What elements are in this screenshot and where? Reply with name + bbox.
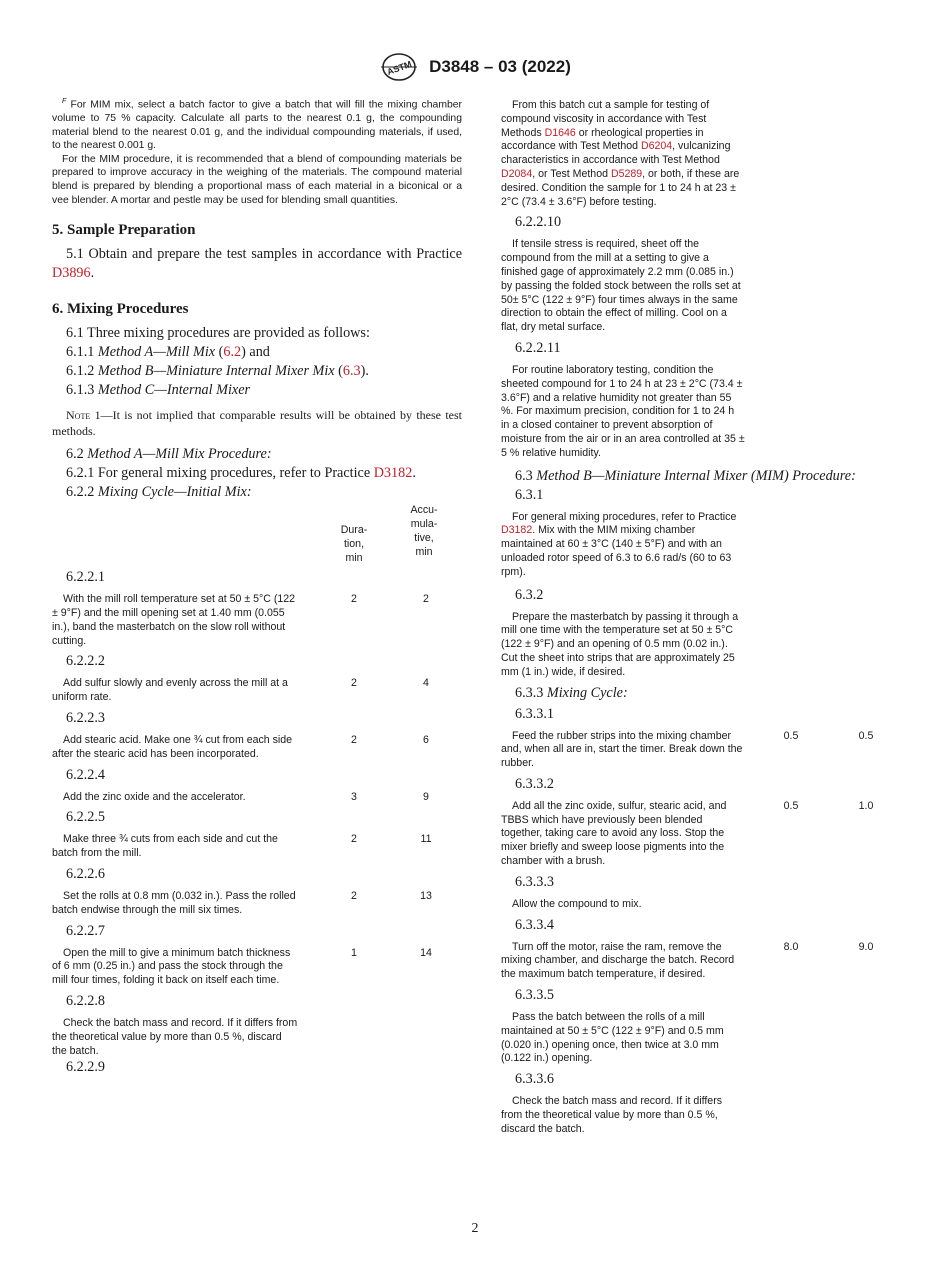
link-d6204[interactable]: D6204	[640, 140, 673, 153]
step-duration: 0.5	[783, 729, 799, 742]
step-duration: 3	[351, 790, 357, 803]
link-d1646[interactable]: D1646	[544, 126, 576, 139]
footnote-text-2: For the MIM procedure, it is recommended that a blend of compounding materials be prepared to improve accuracy in the weighing of the materials. The compound material blend is prepared by blending a proportional mass of each material in a biconical or a vee blender. A mortar and pestle may be used for blending small quantities.	[52, 153, 462, 206]
paragraph-6-2: 6.2 Method A—Mill Mix Procedure:	[66, 446, 272, 463]
step-row	[501, 730, 901, 771]
step-duration: 2	[351, 677, 357, 690]
step-cumulative: 9	[423, 790, 429, 803]
step-row	[52, 1017, 462, 1058]
step-number: 6.3.3.4	[515, 916, 555, 933]
astm-logo-text: ASTM	[385, 58, 414, 77]
step-duration: 2	[351, 593, 357, 606]
note-1: Note 1—It is not implied that comparable results will be obtained by these test methods.	[52, 408, 463, 438]
step-number: 6.3.3.6	[515, 1071, 555, 1088]
step-cumulative: 1.0	[858, 799, 874, 812]
link-6-3[interactable]: 6.3	[342, 363, 361, 380]
link-6-2[interactable]: 6.2	[223, 344, 242, 361]
step-row	[501, 1095, 901, 1136]
link-d5289[interactable]: D5289	[610, 167, 643, 180]
step-row	[52, 833, 462, 861]
page-number: 2	[471, 1221, 479, 1236]
step-row	[501, 898, 901, 912]
step-cumulative: 13	[420, 889, 432, 902]
step-text: Feed the rubber strips into the mixing chamber and, when all are in, start the timer. Break down the rubber.	[501, 729, 743, 770]
footnote-text-1: For MIM mix, select a batch factor to give a batch that will fill the mixing chamber volume to 75 % capacity. Calculate all parts to the nearest 0.1 g, the compounding material blend to the nearest 0.01 g, and the individual compounding materials, if used, to the nearest 0.001 g.	[52, 99, 462, 152]
step-6-2-2-9-text: From this batch cut a sample for testing of compound viscosity in accordance with Test Methods D1646 or rheological properties in accordance with Test Method D6204, vulcanizing characteristics in accordance with Test Method D2084, or Test Method D5289, or both, if these are desired. Condition the sample for 1 to 24 h at 23 ± 2°C (73.4 ± 3.6°F) before testing.	[501, 99, 740, 208]
link-d3182-b[interactable]: D3182	[501, 524, 533, 537]
section-6-heading: 6. Mixing Procedures	[52, 301, 189, 318]
step-cumulative: 6	[423, 734, 429, 746]
step-cumulative: 9.0	[858, 940, 874, 953]
step-number: 6.2.2.8	[66, 992, 106, 1009]
step-number: 6.3.3.5	[515, 987, 555, 1004]
step-row	[52, 791, 462, 805]
mixing-table-header	[52, 504, 462, 566]
step-6-3-1-text: For general mixing procedures, refer to Practice D3182. Mix with the MIM mixing chamber maintained at 60 ± 3°C (140 ± 5°F) and with an unloaded rotor speed of 6.3 to 6.6 rad/s (60 to 63 rpm).	[501, 510, 737, 578]
link-d3896[interactable]: D3896	[52, 265, 91, 282]
mim-mix-steps	[501, 705, 901, 1137]
paragraph-5-1: 5.1 Obtain and prepare the test samples in accordance with Practice D3896.	[52, 246, 462, 282]
step-text: Set the rolls at 0.8 mm (0.032 in.). Pass the rolled batch endwise through the mill six times.	[52, 889, 296, 916]
step-number: 6.2.2.11	[515, 339, 561, 356]
step-cumulative: 2	[423, 593, 429, 606]
step-duration: 2	[351, 833, 357, 846]
step-row	[52, 677, 462, 705]
step-row	[52, 947, 462, 988]
paragraph-6-1-1: 6.1.1 Method A—Mill Mix (6.2) and	[66, 344, 270, 361]
step-number: 6.2.2.3	[66, 710, 106, 726]
step-text: Add sulfur slowly and evenly across the mill at a uniform rate.	[52, 677, 288, 704]
step-6-2-2-10-text: If tensile stress is required, sheet off the compound from the mill at a setting to give a finished gage of approximately 2.2 mm (0.085 in.) by passing the folded stock between the rolls set at 50± 5°C (122 ± 9°F) four times always in the same direction to obtain the effect of milling. Cool on a flat, dry metal surface.	[501, 238, 741, 334]
step-row	[501, 1011, 901, 1066]
step-number: 6.3.2	[515, 586, 544, 603]
link-d3182[interactable]: D3182	[373, 465, 413, 482]
step-number: 6.2.2.1	[66, 569, 106, 586]
step-6-2-2-11-text: For routine laboratory testing, condition the sheeted compound for 1 to 24 h at 23 ± 2°C (73.4 ± 3.6°F) and a relative humidity not greater than 55 %. For maximum precision, condition for 1 to 24 h in a closed container to prevent absorption of moisture from the air or in an area controlled at 35 ± 5 % relative humidity.	[501, 363, 745, 459]
astm-logo-icon	[379, 52, 419, 82]
step-cumulative: 0.5	[858, 729, 874, 742]
footnote-f	[52, 95, 462, 207]
section-5-heading: 5. Sample Preparation	[52, 222, 196, 239]
step-cumulative: 11	[420, 833, 432, 846]
paragraph-6-1-2: 6.1.2 Method B—Miniature Internal Mixer Mix (6.3).	[66, 363, 369, 380]
step-number: 6.3.3.3	[515, 873, 555, 890]
step-duration: 0.5	[783, 799, 799, 812]
step-text: Check the batch mass and record. If it differs from the theoretical value by more than 0.5 %, discard the batch.	[501, 1095, 723, 1135]
column-cumulative: Accu- mula- tive, min	[410, 504, 438, 558]
step-number: 6.2.2.4	[66, 766, 106, 783]
column-duration: Dura- tion, min	[340, 524, 368, 564]
paragraph-6-3: 6.3 Method B—Miniature Internal Mixer (MIM) Procedure:	[515, 467, 856, 484]
step-number: 6.2.2.6	[66, 865, 106, 882]
left-column	[52, 95, 462, 1077]
step-row	[52, 890, 462, 918]
step-text: Add all the zinc oxide, sulfur, stearic acid, and TBBS which have previously been blended together, taking care to avoid any loss. Stop the mixer briefly and sweep loose pigments into the chamber with a brush.	[501, 799, 727, 868]
step-text: Add stearic acid. Make one ¾ cut from each side after the stearic acid has been incorporated.	[52, 734, 293, 760]
paragraph-6-1-3: 6.1.3 Method C—Internal Mixer	[66, 382, 251, 399]
paragraph-6-2-1: 6.2.1 For general mixing procedures, refer to Practice D3182.	[66, 465, 416, 482]
step-number: 6.2.2.5	[66, 809, 106, 826]
step-cumulative: 14	[420, 946, 432, 959]
step-text: With the mill roll temperature set at 50 ± 5°C (122 ± 9°F) and the mill opening set at 1.40 mm (0.055 in.), band the masterbatch on the slow roll without cutting.	[52, 593, 296, 647]
step-text: Pass the batch between the rolls of a mill maintained at 50 ± 5°C (122 ± 9°F) and 0.5 mm (0.020 in.) opening once, then twice at 3.0 mm (0.122 in.) opening.	[501, 1011, 724, 1065]
step-text: Allow the compound to mix.	[512, 897, 642, 910]
page-header	[0, 52, 950, 82]
document-designation: D3848 – 03 (2022)	[429, 57, 571, 76]
step-number: 6.2.2.9	[66, 1059, 106, 1076]
step-row	[52, 593, 462, 648]
step-duration: 1	[351, 946, 357, 959]
step-6-3-2-text: Prepare the masterbatch by passing it through a mill one time with the temperature set at 50 ± 5°C (122 ± 9°F) and an opening of 0.5 mm (0.02 in.). Cut the sheet into strips that are approximately 25 mm (1 in.) wide, if desired.	[501, 610, 739, 678]
paragraph-6-1: 6.1 Three mixing procedures are provided as follows:	[66, 325, 370, 342]
step-row	[501, 800, 901, 869]
paragraph-6-3-3: 6.3.3 Mixing Cycle:	[515, 684, 628, 701]
step-number: 6.3.3.2	[515, 775, 555, 792]
step-duration: 8.0	[783, 940, 799, 953]
step-row	[501, 941, 901, 982]
footnote-marker: F	[62, 98, 67, 105]
step-row	[52, 734, 462, 762]
step-duration: 2	[351, 889, 357, 902]
right-column	[501, 99, 901, 1137]
step-text: Open the mill to give a minimum batch thickness of 6 mm (0.25 in.) and pass the stock through the mill four times, folding it back on itself each time.	[52, 946, 291, 987]
step-duration: 2	[351, 734, 357, 746]
step-number: 6.3.1	[515, 486, 544, 503]
step-number: 6.2.2.7	[66, 922, 106, 939]
step-number: 6.2.2.10	[515, 214, 562, 231]
step-text: Check the batch mass and record. If it differs from the theoretical value by more than 0.5 %, discard the batch.	[52, 1016, 298, 1057]
step-cumulative: 4	[423, 677, 429, 690]
step-text: Add the zinc oxide and the accelerator.	[63, 790, 246, 803]
step-text: Make three ¾ cuts from each side and cut the batch from the mill.	[52, 833, 278, 860]
mill-mix-steps	[52, 568, 462, 1058]
step-text: Turn off the motor, raise the ram, remove the mixing chamber, and discharge the batch. Record the maximum batch temperature, if desired.	[501, 940, 735, 981]
step-number: 6.2.2.2	[66, 653, 106, 670]
paragraph-6-2-2: 6.2.2 Mixing Cycle—Initial Mix:	[66, 484, 252, 501]
step-number: 6.3.3.1	[515, 705, 555, 722]
link-d2084[interactable]: D2084	[501, 167, 533, 180]
